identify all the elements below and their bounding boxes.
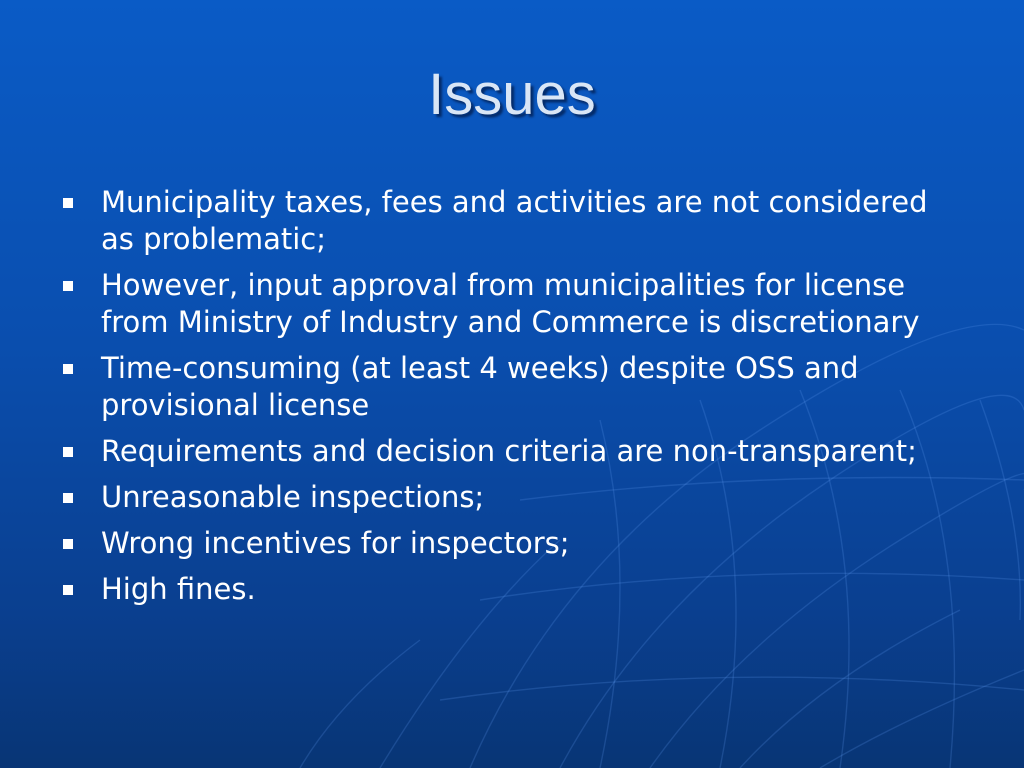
- square-bullet-icon: [63, 539, 73, 549]
- bullet-text: High fines.: [101, 572, 256, 606]
- bullet-item: [60, 479, 960, 516]
- bullet-item: [60, 267, 960, 341]
- bullet-item: [60, 571, 960, 608]
- square-bullet-icon: [63, 585, 73, 595]
- square-bullet-icon: [63, 198, 73, 208]
- square-bullet-icon: [63, 364, 73, 374]
- bullet-list: [60, 184, 960, 617]
- square-bullet-icon: [63, 447, 73, 457]
- bullet-text: Time-consuming (at least 4 weeks) despite OSS and provisional license: [101, 351, 859, 422]
- square-bullet-icon: [63, 493, 73, 503]
- bullet-text: Requirements and decision criteria are non-transparent;: [101, 434, 917, 468]
- bullet-item: [60, 525, 960, 562]
- bullet-text: Unreasonable inspections;: [101, 480, 485, 514]
- bullet-text: Wrong incentives for inspectors;: [101, 526, 570, 560]
- bullet-item: [60, 433, 960, 470]
- square-bullet-icon: [63, 281, 73, 291]
- slide-title: Issues: [428, 62, 596, 127]
- bullet-text: Municipality taxes, fees and activities are not considered as problematic;: [101, 185, 928, 256]
- bullet-text: However, input approval from municipalities for license from Ministry of Industry and Commerce is discretionary: [101, 268, 920, 339]
- bullet-item: [60, 184, 960, 258]
- bullet-item: [60, 350, 960, 424]
